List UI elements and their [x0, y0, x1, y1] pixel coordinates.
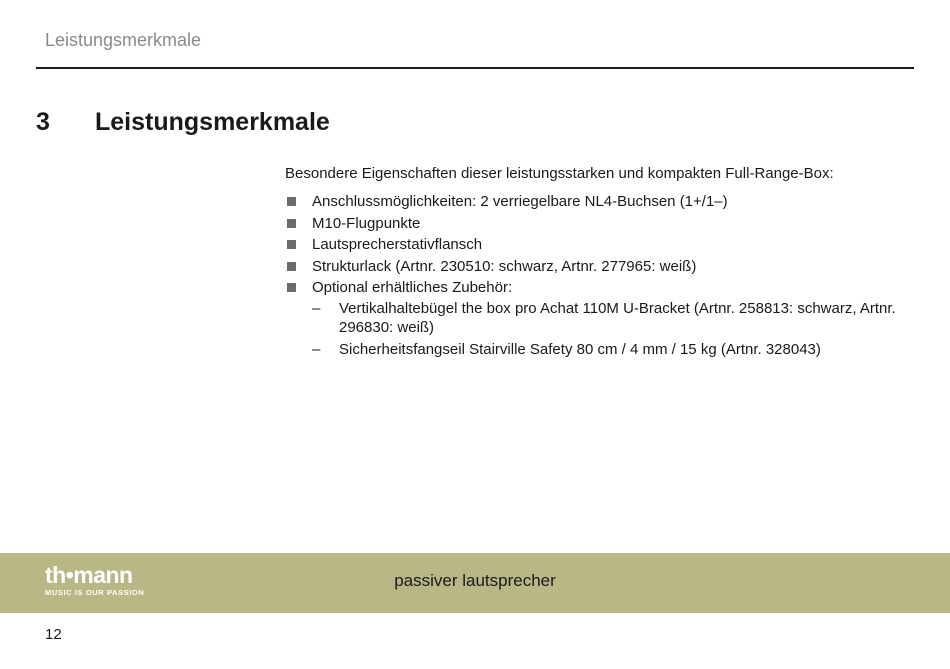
page-number: 12	[45, 626, 62, 643]
footer-product-title: passiver lautsprecher	[394, 571, 556, 590]
footer-band	[0, 553, 950, 613]
accessory-list	[312, 299, 910, 359]
logo-tagline: MUSIC IS OUR PASSION	[45, 588, 145, 597]
feature-item	[285, 278, 910, 359]
logo-wordmark: th•mann	[45, 562, 133, 588]
section-title: Leistungsmerkmale	[95, 108, 330, 136]
header-divider	[36, 67, 914, 69]
accessory-item	[312, 299, 910, 337]
feature-item	[285, 192, 910, 211]
feature-text: Anschlussmöglichkeiten: 2 verriegelbare NL4-Buchsen (1+/1–)	[312, 193, 728, 210]
square-bullet-icon	[287, 262, 296, 271]
accessory-item	[312, 340, 910, 359]
accessory-text: Sicherheitsfangseil Stairville Safety 80 cm / 4 mm / 15 kg (Artnr. 328043)	[339, 340, 821, 358]
square-bullet-icon	[287, 283, 296, 292]
feature-item	[285, 214, 910, 233]
accessory-text: Vertikalhaltebügel the box pro Achat 110M U-Bracket (Artnr. 258813: schwarz, Artnr. 296830: weiß)	[339, 300, 896, 336]
feature-list	[285, 192, 910, 359]
feature-text: Optional erhältliches Zubehör:	[312, 279, 513, 296]
intro-paragraph: Besondere Eigenschaften dieser leistungsstarken und kompakten Full-Range-Box:	[285, 165, 834, 182]
square-bullet-icon	[287, 219, 296, 228]
feature-item	[285, 257, 910, 276]
dash-bullet: –	[312, 340, 321, 358]
square-bullet-icon	[287, 240, 296, 249]
feature-text: Lautsprecherstativflansch	[312, 236, 483, 253]
dash-bullet: –	[312, 300, 321, 317]
running-header: Leistungsmerkmale	[45, 30, 202, 50]
feature-item	[285, 235, 910, 254]
square-bullet-icon	[287, 197, 296, 206]
content-body	[285, 164, 910, 361]
section-number: 3	[36, 108, 50, 136]
feature-text: M10-Flugpunkte	[312, 214, 421, 232]
feature-text: Strukturlack (Artnr. 230510: schwarz, Artnr. 277965: weiß)	[312, 257, 697, 275]
